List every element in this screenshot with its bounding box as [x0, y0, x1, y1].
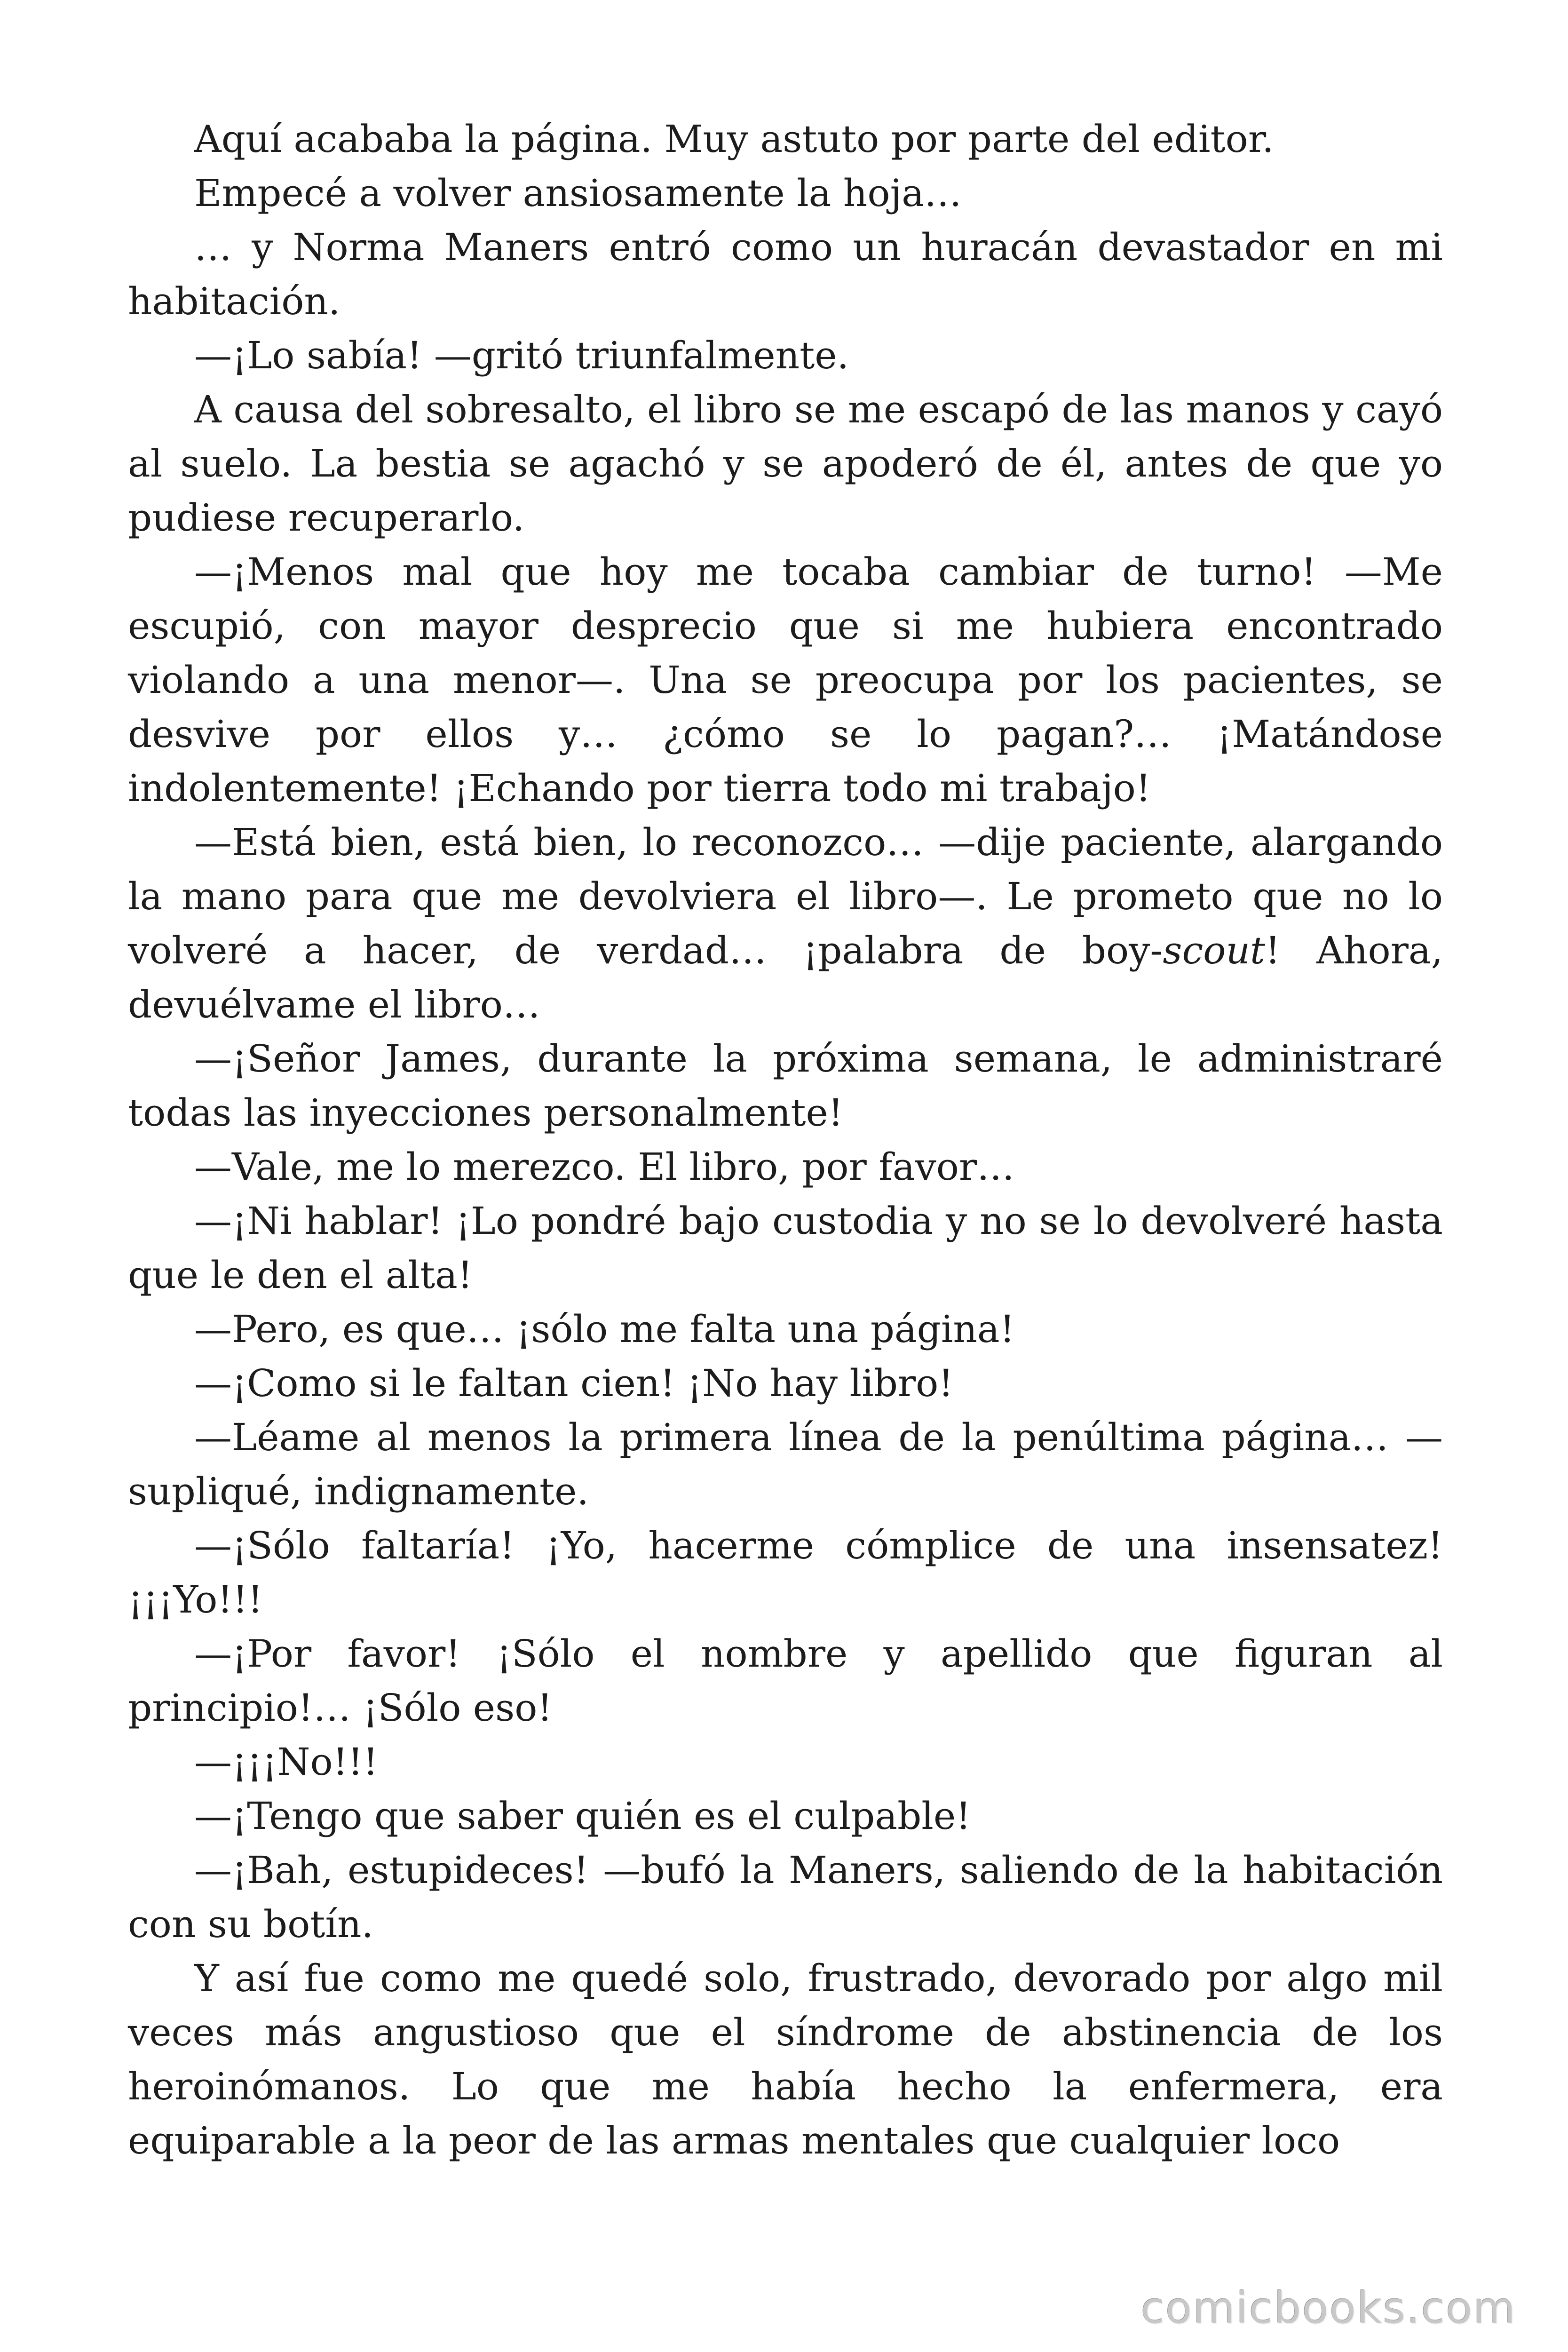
paragraph: —¡Sólo faltaría! ¡Yo, hacerme cómplice de una insensatez! ¡¡¡Yo!!!	[128, 1524, 1443, 1621]
paragraph: Aquí acababa la página. Muy astuto por parte del editor.	[194, 117, 1274, 161]
paragraph: —Léame al menos la primera línea de la penúltima página… —supliqué, indignamente.	[128, 1415, 1443, 1513]
paragraph: —Vale, me lo merezco. El libro, por favor…	[194, 1145, 1015, 1189]
paragraph: —Pero, es que… ¡sólo me falta una página!	[194, 1307, 1015, 1351]
paragraph: —¡Ni hablar! ¡Lo pondré bajo custodia y no se lo devolveré hasta que le den el alta!	[128, 1199, 1443, 1297]
paragraph: —¡Lo sabía! —gritó triunfalmente.	[194, 334, 849, 377]
paragraph	[128, 815, 1443, 1032]
paragraph-text: ! Ahora, devuélvame el libro…	[128, 929, 1443, 1026]
body-text	[128, 112, 1443, 2168]
paragraph: —¡¡¡No!!!	[194, 1740, 379, 1784]
paragraph: —¡Señor James, durante la próxima semana, le administraré todas las inyecciones personalmente!	[128, 1037, 1443, 1135]
paragraph: Y así fue como me quedé solo, frustrado, devorado por algo mil veces más angustioso que el síndrome de abstinencia de los heroinómanos. Lo que me había hecho la enfermera, era equiparable a la peor de las armas mentales que cualquier loco	[128, 1956, 1443, 2162]
paragraph: … y Norma Maners entró como un huracán devastador en mi habitación.	[128, 225, 1443, 323]
paragraph: —¡Bah, estupideces! —bufó la Maners, saliendo de la habitación con su botín.	[128, 1848, 1443, 1946]
paragraph: —¡Tengo que saber quién es el culpable!	[194, 1794, 971, 1838]
paragraph: Empecé a volver ansiosamente la hoja…	[194, 171, 962, 215]
paragraph: —¡Como si le faltan cien! ¡No hay libro!	[194, 1361, 954, 1405]
italic-word: scout	[1163, 929, 1266, 972]
paragraph: A causa del sobresalto, el libro se me escapó de las manos y cayó al suelo. La bestia se agachó y se apoderó de él, antes de que yo pudiese recuperarlo.	[128, 388, 1443, 540]
paragraph: —¡Menos mal que hoy me tocaba cambiar de turno! —Me escupió, con mayor desprecio que si me hubiera encontrado violando a una menor—. Una se preocupa por los pacientes, se desvive por ellos y… ¿cómo se lo pagan?… ¡Matándose indolentemente! ¡Echando por tierra todo mi trabajo!	[128, 550, 1443, 810]
watermark: comicbooks.com	[1140, 2283, 1516, 2333]
paragraph-text: —Está bien, está bien, lo reconozco… —dije paciente, alargando la mano para que me devolviera el libro—. Le prometo que no lo volveré a hacer, de verdad… ¡palabra de boy-	[128, 820, 1443, 972]
paragraph: —¡Por favor! ¡Sólo el nombre y apellido que figuran al principio!… ¡Sólo eso!	[128, 1632, 1443, 1730]
